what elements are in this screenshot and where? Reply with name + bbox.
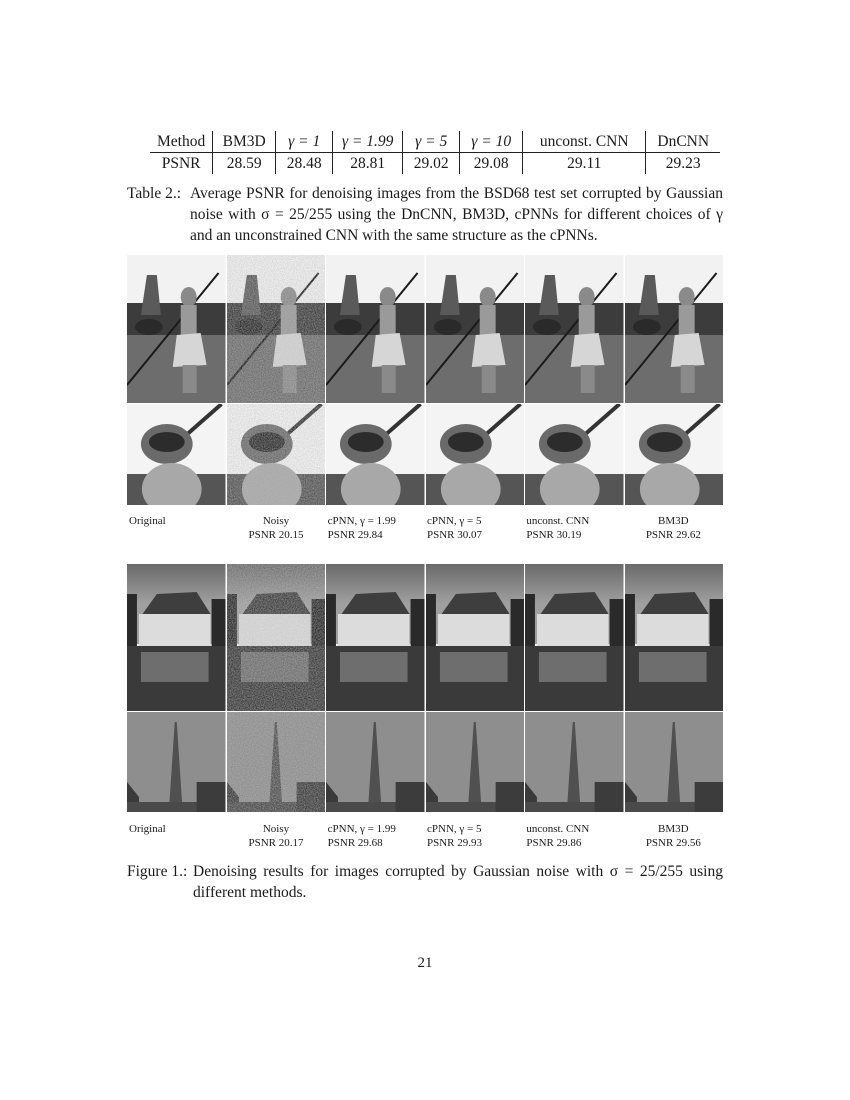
column-psnr: PSNR 29.84 [327,529,383,541]
table-cell: 29.02 [403,153,460,175]
castle-image-full-bm3d [625,564,724,711]
table-caption-text: Average PSNR for denoising images from the BSD68 test set corrupted by Gaussian noise with σ = 25/255 using the DnCNN, BM3D, cPNNs for different choices of γ and an unconstrained CNN with the same structure as the cPNNs. [190,185,723,244]
column-title: BM3D [658,823,689,835]
castle-image-crop-noisy [227,712,326,812]
table-header-cell: γ = 5 [403,131,460,153]
column-title: unconst. CNN [526,515,590,527]
figure-panel-castle-labels [127,822,723,850]
column-title: Original [129,823,166,835]
figure-caption-text: Denoising results for images corrupted by Gaussian noise with σ = 25/255 using different methods. [193,863,723,901]
figure-panel-woman [127,255,723,505]
woman-image-crop-original [127,404,226,505]
woman-image-full-original [127,255,226,403]
column-label [624,822,723,850]
table-cell: PSNR [161,155,201,172]
column-psnr: PSNR 30.19 [526,529,582,541]
woman-image-full-bm3d [625,255,724,403]
figure-panel-castle [127,564,723,812]
column-psnr: PSNR 29.68 [327,837,383,849]
column-label [326,822,425,850]
column-label [624,514,723,542]
column-title: Noisy [262,823,290,835]
woman-image-full-noisy [227,255,326,403]
castle-image-full-cpnn-gamma-1.99 [326,564,425,711]
figure-caption [127,861,723,905]
woman-image-crop-cpnn-gamma-5 [426,404,525,505]
woman-image-full-cpnn-gamma-5 [426,255,525,403]
column-label [326,514,425,542]
castle-image-full-noisy [227,564,326,711]
table-cell: 29.23 [646,153,721,175]
column-psnr: PSNR 29.93 [427,837,483,849]
column-label [524,822,623,850]
column-title: Original [129,515,166,527]
table-cell: 28.59 [213,153,276,175]
table-header-cell: γ = 1.99 [333,131,403,153]
table-cell: 28.81 [333,153,403,175]
woman-image-full-cpnn-gamma-1.99 [326,255,425,403]
column-title: cPNN, γ = 5 [427,515,482,527]
table-caption [127,183,723,249]
castle-image-full-cpnn-gamma-5 [426,564,525,711]
column-title: cPNN, γ = 1.99 [327,823,396,835]
column-psnr: PSNR 29.62 [645,529,701,541]
castle-image-crop-unconst-cnn [525,712,624,812]
castle-image-crop-bm3d [625,712,724,812]
table-row [150,153,720,175]
psnr-table [150,131,720,174]
table-cell: 28.48 [276,153,333,175]
table-caption-label: Table 2.: [127,185,182,202]
castle-image-crop-original [127,712,226,812]
column-title: unconst. CNN [526,823,590,835]
castle-image-full-unconst-cnn [525,564,624,711]
figure-caption-label: Figure 1.: [127,863,188,880]
table-cell: 29.08 [460,153,523,175]
column-label [226,514,325,542]
table-header-cell: unconst. CNN [523,131,646,153]
table-header-row [150,131,720,153]
table-header-cell: γ = 1 [276,131,333,153]
column-label [524,514,623,542]
castle-image-crop-cpnn-gamma-5 [426,712,525,812]
column-title: Noisy [262,515,290,527]
column-psnr: PSNR 20.17 [248,837,304,849]
table-header-cell: γ = 10 [460,131,523,153]
woman-image-crop-noisy [227,404,326,505]
column-label [127,822,226,850]
table-header-cell: DnCNN [646,131,721,153]
column-title: cPNN, γ = 5 [427,823,482,835]
table-cell: 29.11 [523,153,646,175]
column-title: BM3D [658,515,689,527]
figure-panel-woman-labels [127,514,723,542]
table-header-cell: BM3D [213,131,276,153]
column-psnr: PSNR 29.86 [526,837,582,849]
column-psnr: PSNR 29.56 [645,837,701,849]
column-label [425,822,524,850]
column-label [127,514,226,542]
column-psnr: PSNR 30.07 [427,529,483,541]
castle-image-full-original [127,564,226,711]
page-number: 21 [417,955,433,971]
woman-image-crop-unconst-cnn [525,404,624,505]
woman-image-full-unconst-cnn [525,255,624,403]
column-psnr: PSNR 20.15 [248,529,304,541]
column-label [226,822,325,850]
column-title: cPNN, γ = 1.99 [327,515,396,527]
woman-image-crop-cpnn-gamma-1.99 [326,404,425,505]
castle-image-crop-cpnn-gamma-1.99 [326,712,425,812]
column-label [425,514,524,542]
table-header-cell: Method [150,131,213,153]
woman-image-crop-bm3d [625,404,724,505]
